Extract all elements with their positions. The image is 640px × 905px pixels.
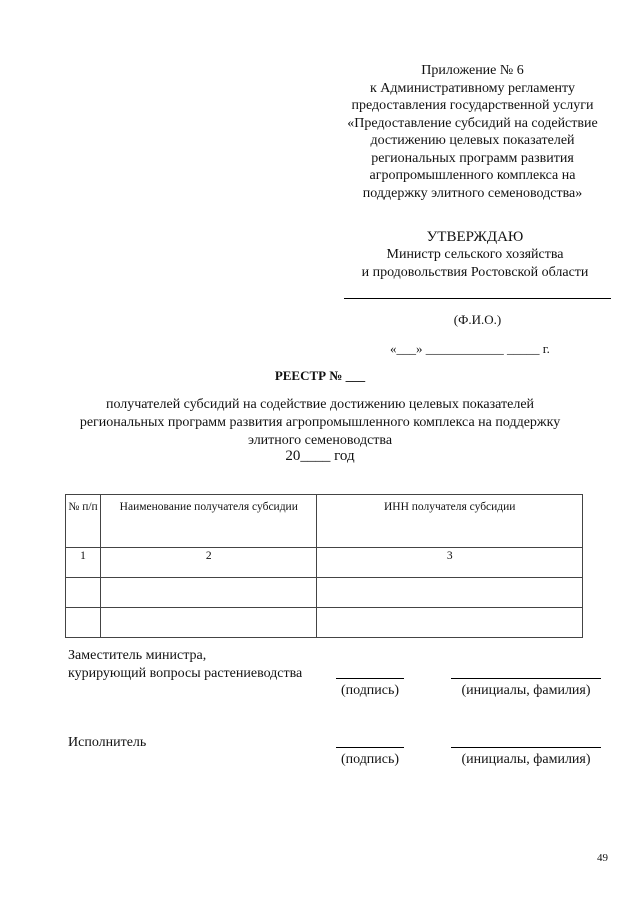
table-cell <box>66 578 101 608</box>
appendix-line: региональных программ развития <box>371 150 574 166</box>
table-cell <box>317 608 583 638</box>
registry-title: РЕЕСТР № ___ <box>274 368 366 383</box>
appendix-line: достижению целевых показателей <box>370 133 575 148</box>
table-cell <box>101 578 317 608</box>
approval-position-line1: Министр сельского хозяйства <box>386 247 564 262</box>
column-header-recipient-name: Наименование получателя субсидии <box>101 495 317 548</box>
table-cell: 3 <box>317 548 583 578</box>
appendix-line: предоставления государственной услуги <box>351 98 594 113</box>
deputy-signature-caption: (подпись) <box>340 683 400 698</box>
appendix-line: к Административному регламенту <box>370 80 575 96</box>
table-cell: 1 <box>66 548 101 578</box>
appendix-header <box>330 62 615 202</box>
deputy-line1: Заместитель министра, <box>68 648 207 663</box>
deputy-minister-label <box>68 647 302 683</box>
executor-signature-line <box>336 747 404 748</box>
executor-label: Исполнитель <box>68 735 147 750</box>
appendix-line: поддержку элитного семеноводства» <box>362 185 583 201</box>
table-cell <box>66 608 101 638</box>
table-numbering-row <box>66 548 583 578</box>
table-cell: 2 <box>101 548 317 578</box>
deputy-signature-line <box>336 678 404 679</box>
executor-signature-caption: (подпись) <box>340 752 400 767</box>
table-row <box>66 608 583 638</box>
registry-year: 20____ год <box>285 448 355 464</box>
executor-name-caption: (инициалы, фамилия) <box>461 752 591 767</box>
table-row <box>66 578 583 608</box>
appendix-line: агропромышленного комплекса на <box>369 168 576 183</box>
approval-position-line2: и продовольствия Ростовской области <box>361 265 589 280</box>
approval-date: «___» ____________ _____ г. <box>390 341 550 356</box>
column-header-number: № п/п <box>66 495 101 548</box>
registry-description-line: региональных программ развития агропромышленного комплекса на поддержку <box>79 415 561 430</box>
deputy-name-caption: (инициалы, фамилия) <box>461 683 591 698</box>
deputy-name-line <box>451 678 601 679</box>
table-header-row <box>66 495 583 548</box>
executor-name-line <box>451 747 601 748</box>
deputy-line2: курирующий вопросы растениеводства <box>68 666 303 681</box>
table-cell <box>317 578 583 608</box>
appendix-line: Приложение № 6 <box>421 63 524 78</box>
page-number: 49 <box>597 852 608 864</box>
registry-description <box>60 396 580 450</box>
approval-title: УТВЕРЖДАЮ <box>426 229 524 245</box>
registry-description-line: получателей субсидий на содействие достижению целевых показателей <box>105 397 535 412</box>
approval-block <box>330 228 620 282</box>
approval-signature-line <box>344 298 611 299</box>
column-header-inn: ИНН получателя субсидии <box>317 495 583 548</box>
registry-description-line: элитного семеноводства <box>247 433 393 448</box>
fio-caption: (Ф.И.О.) <box>453 312 502 327</box>
registry-table <box>65 494 583 638</box>
appendix-line: «Предоставление субсидий на содействие <box>347 115 598 131</box>
table-cell <box>101 608 317 638</box>
